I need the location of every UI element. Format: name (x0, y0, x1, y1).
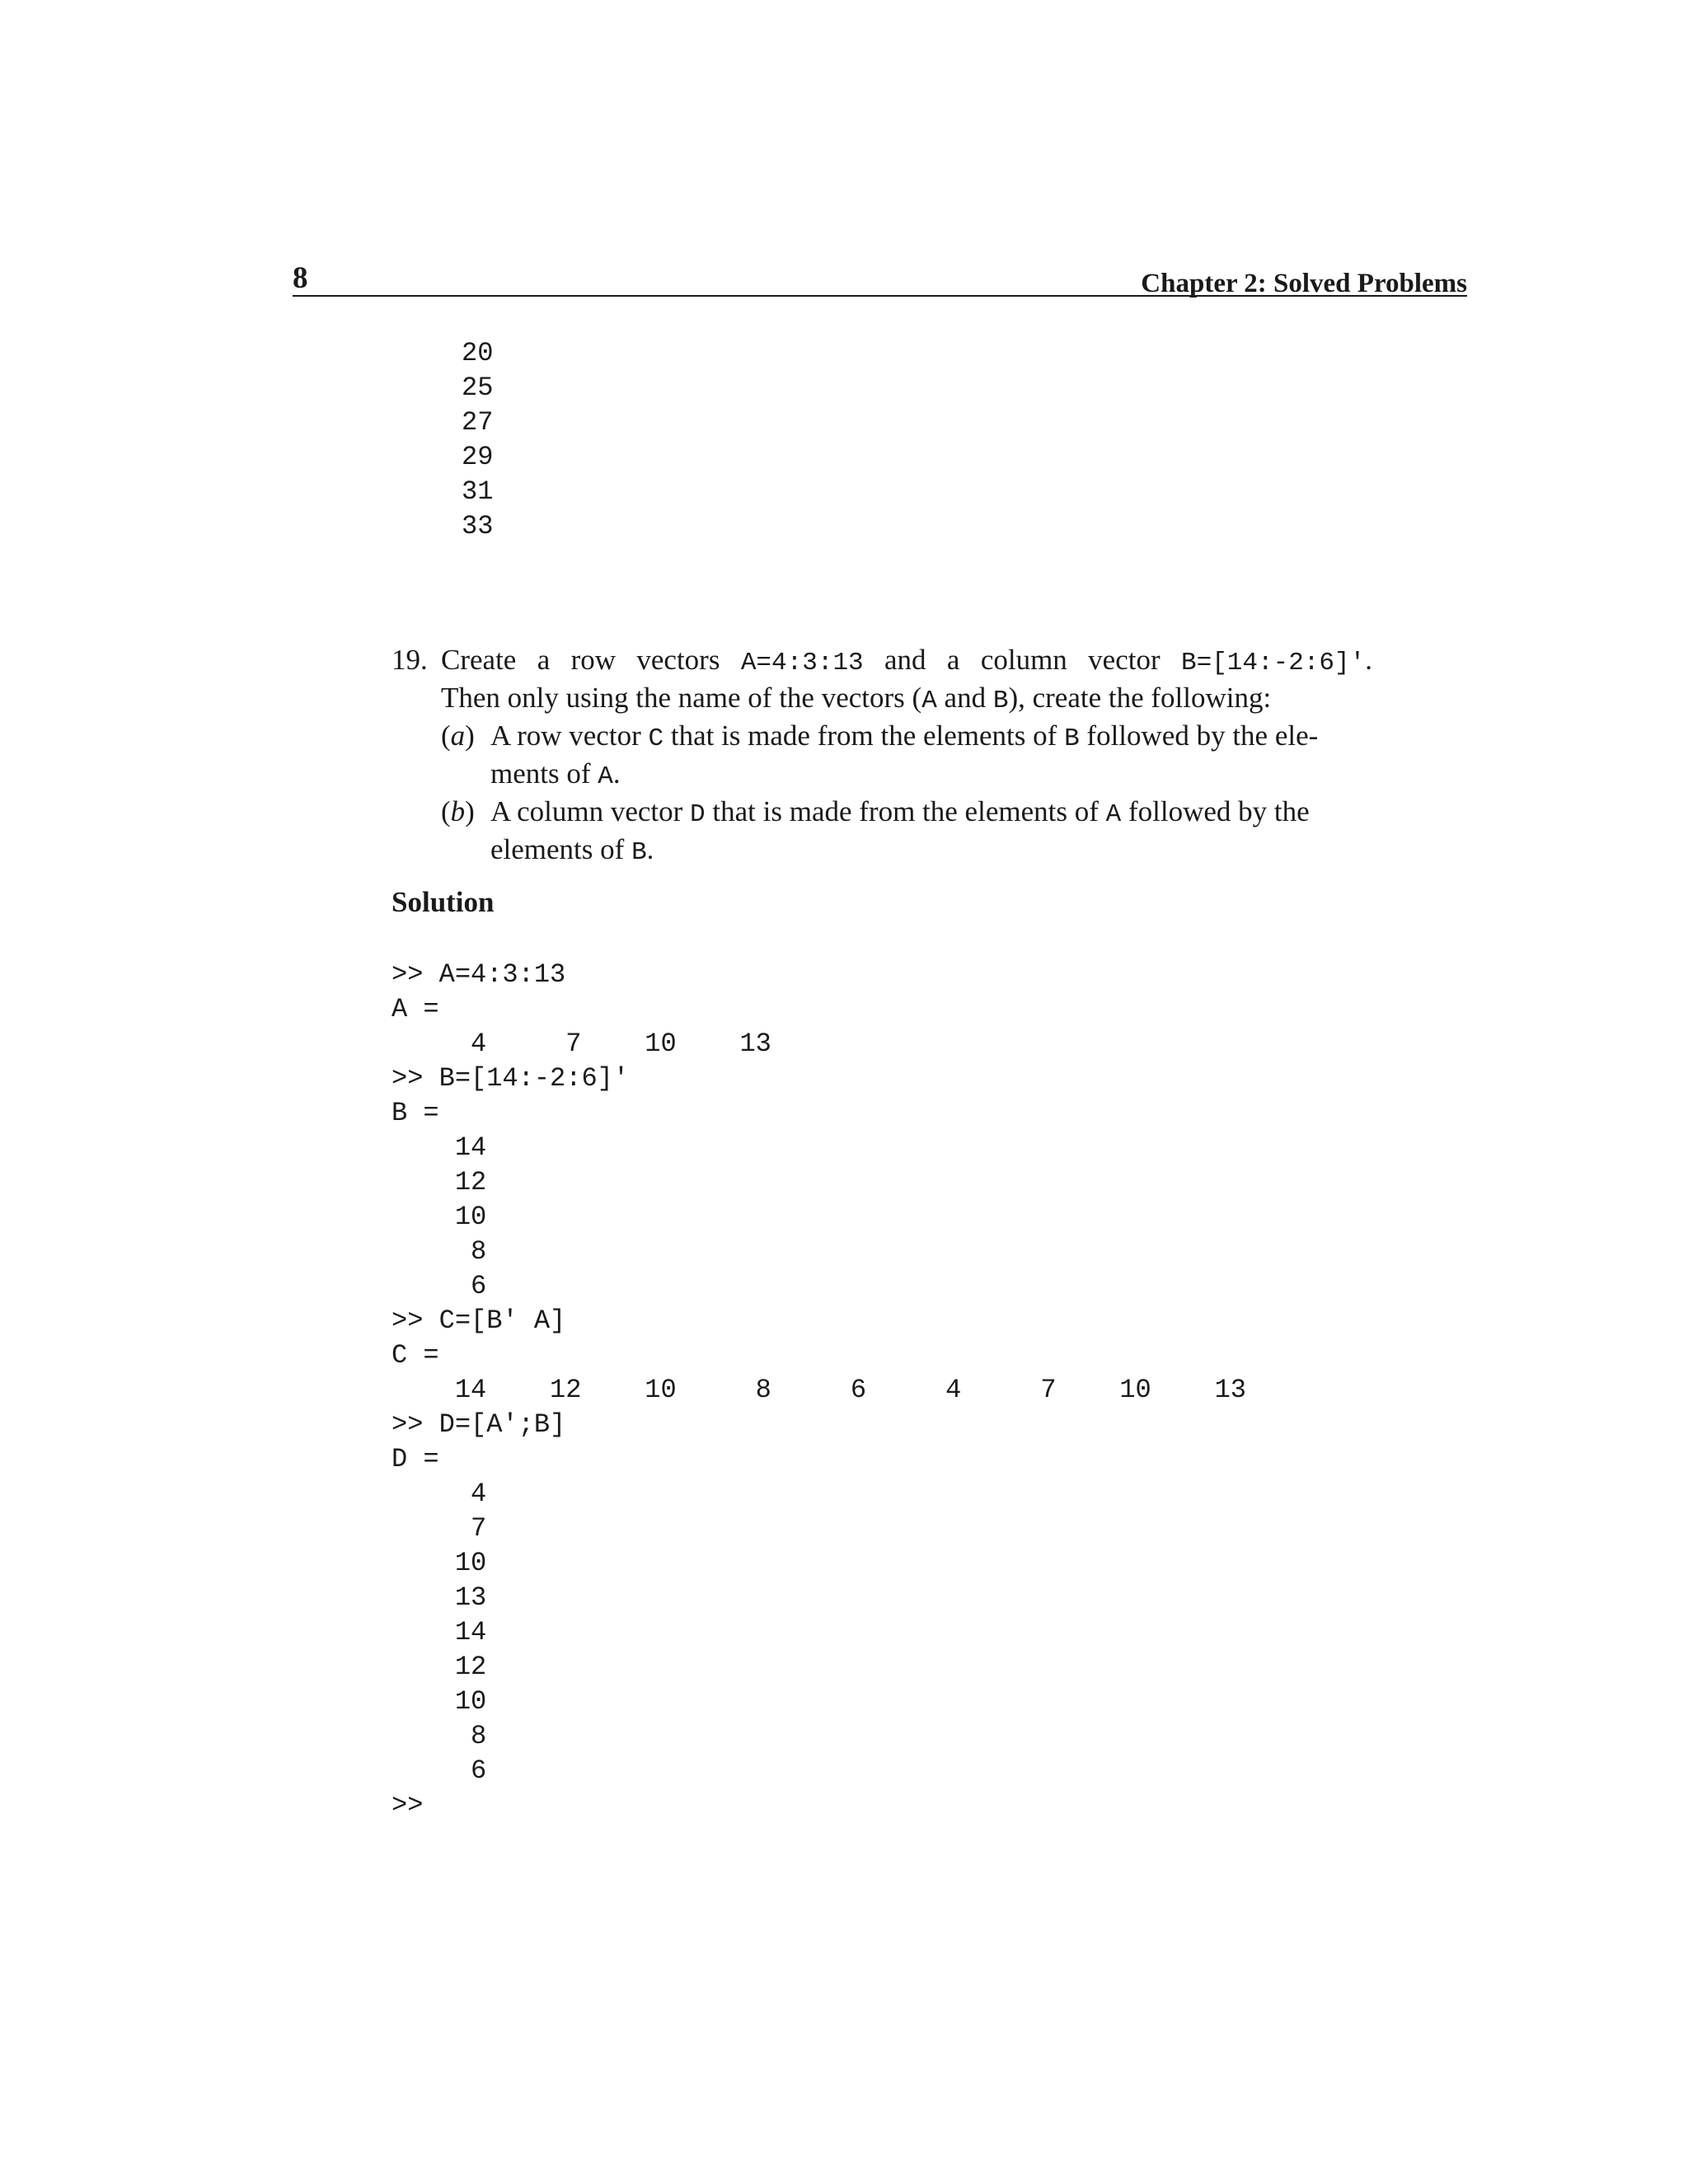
code-b: B (1064, 724, 1080, 753)
code-a-def: A=4:3:13 (740, 649, 864, 677)
text: A column vector (490, 795, 691, 827)
code-b: B (631, 838, 647, 867)
continued-output: 20 25 27 29 31 33 (462, 338, 494, 541)
part-b-letter: b (450, 795, 466, 827)
code-d: D (690, 800, 706, 829)
part-a (441, 719, 1372, 794)
text: followed by the ele-ments of (490, 719, 1319, 790)
problem-19 (392, 643, 1372, 870)
text: A row vector (490, 719, 649, 752)
problem-statement (392, 643, 1372, 870)
text: Create a row vectors (441, 644, 741, 676)
part-a-label: (a) (441, 719, 475, 752)
code-a: A (921, 687, 937, 715)
solution-code: >> A=4:3:13 A = 4 7 10 13 >> B=[14:-2:6]' B = 14 12 10 8 6 >> C=[B' A] C = 14 12 10 8 6 4 7 10 13 >> D=[A';B] D = 4 7 10 13 14 12 10 8 6 >> (392, 959, 1246, 1821)
text: . (646, 833, 654, 865)
problem-number: 19. (392, 644, 428, 676)
text: followed by the elements of (490, 795, 1310, 865)
solution-title: Solution (392, 886, 495, 918)
text: . (1365, 644, 1372, 676)
part-b-label: (b) (441, 795, 475, 827)
part-a-body (490, 719, 1372, 794)
code-b-def: B=[14:-2:6]′ (1180, 649, 1366, 677)
problem-line-2 (441, 681, 1372, 719)
text: ), create the following: (1008, 682, 1272, 714)
part-a-letter: a (450, 719, 466, 752)
code-a: A (598, 762, 613, 791)
page-number: 8 (293, 261, 308, 295)
code-b: B (992, 687, 1009, 715)
text: that is made from the elements of (705, 795, 1106, 827)
problem-line-1 (441, 643, 1372, 681)
code-c: C (648, 724, 664, 753)
part-b-body (490, 794, 1372, 870)
text: Then only using the name of the vectors ( (441, 682, 922, 714)
text: and a column vector (863, 644, 1181, 676)
running-head: Chapter 2: Solved Problems (1141, 269, 1467, 298)
part-b (441, 794, 1372, 870)
text: . (612, 757, 621, 790)
page-header (293, 262, 1467, 297)
code-a: A (1105, 800, 1122, 829)
text: and (936, 682, 993, 714)
text: that is made from the elements of (663, 719, 1065, 752)
